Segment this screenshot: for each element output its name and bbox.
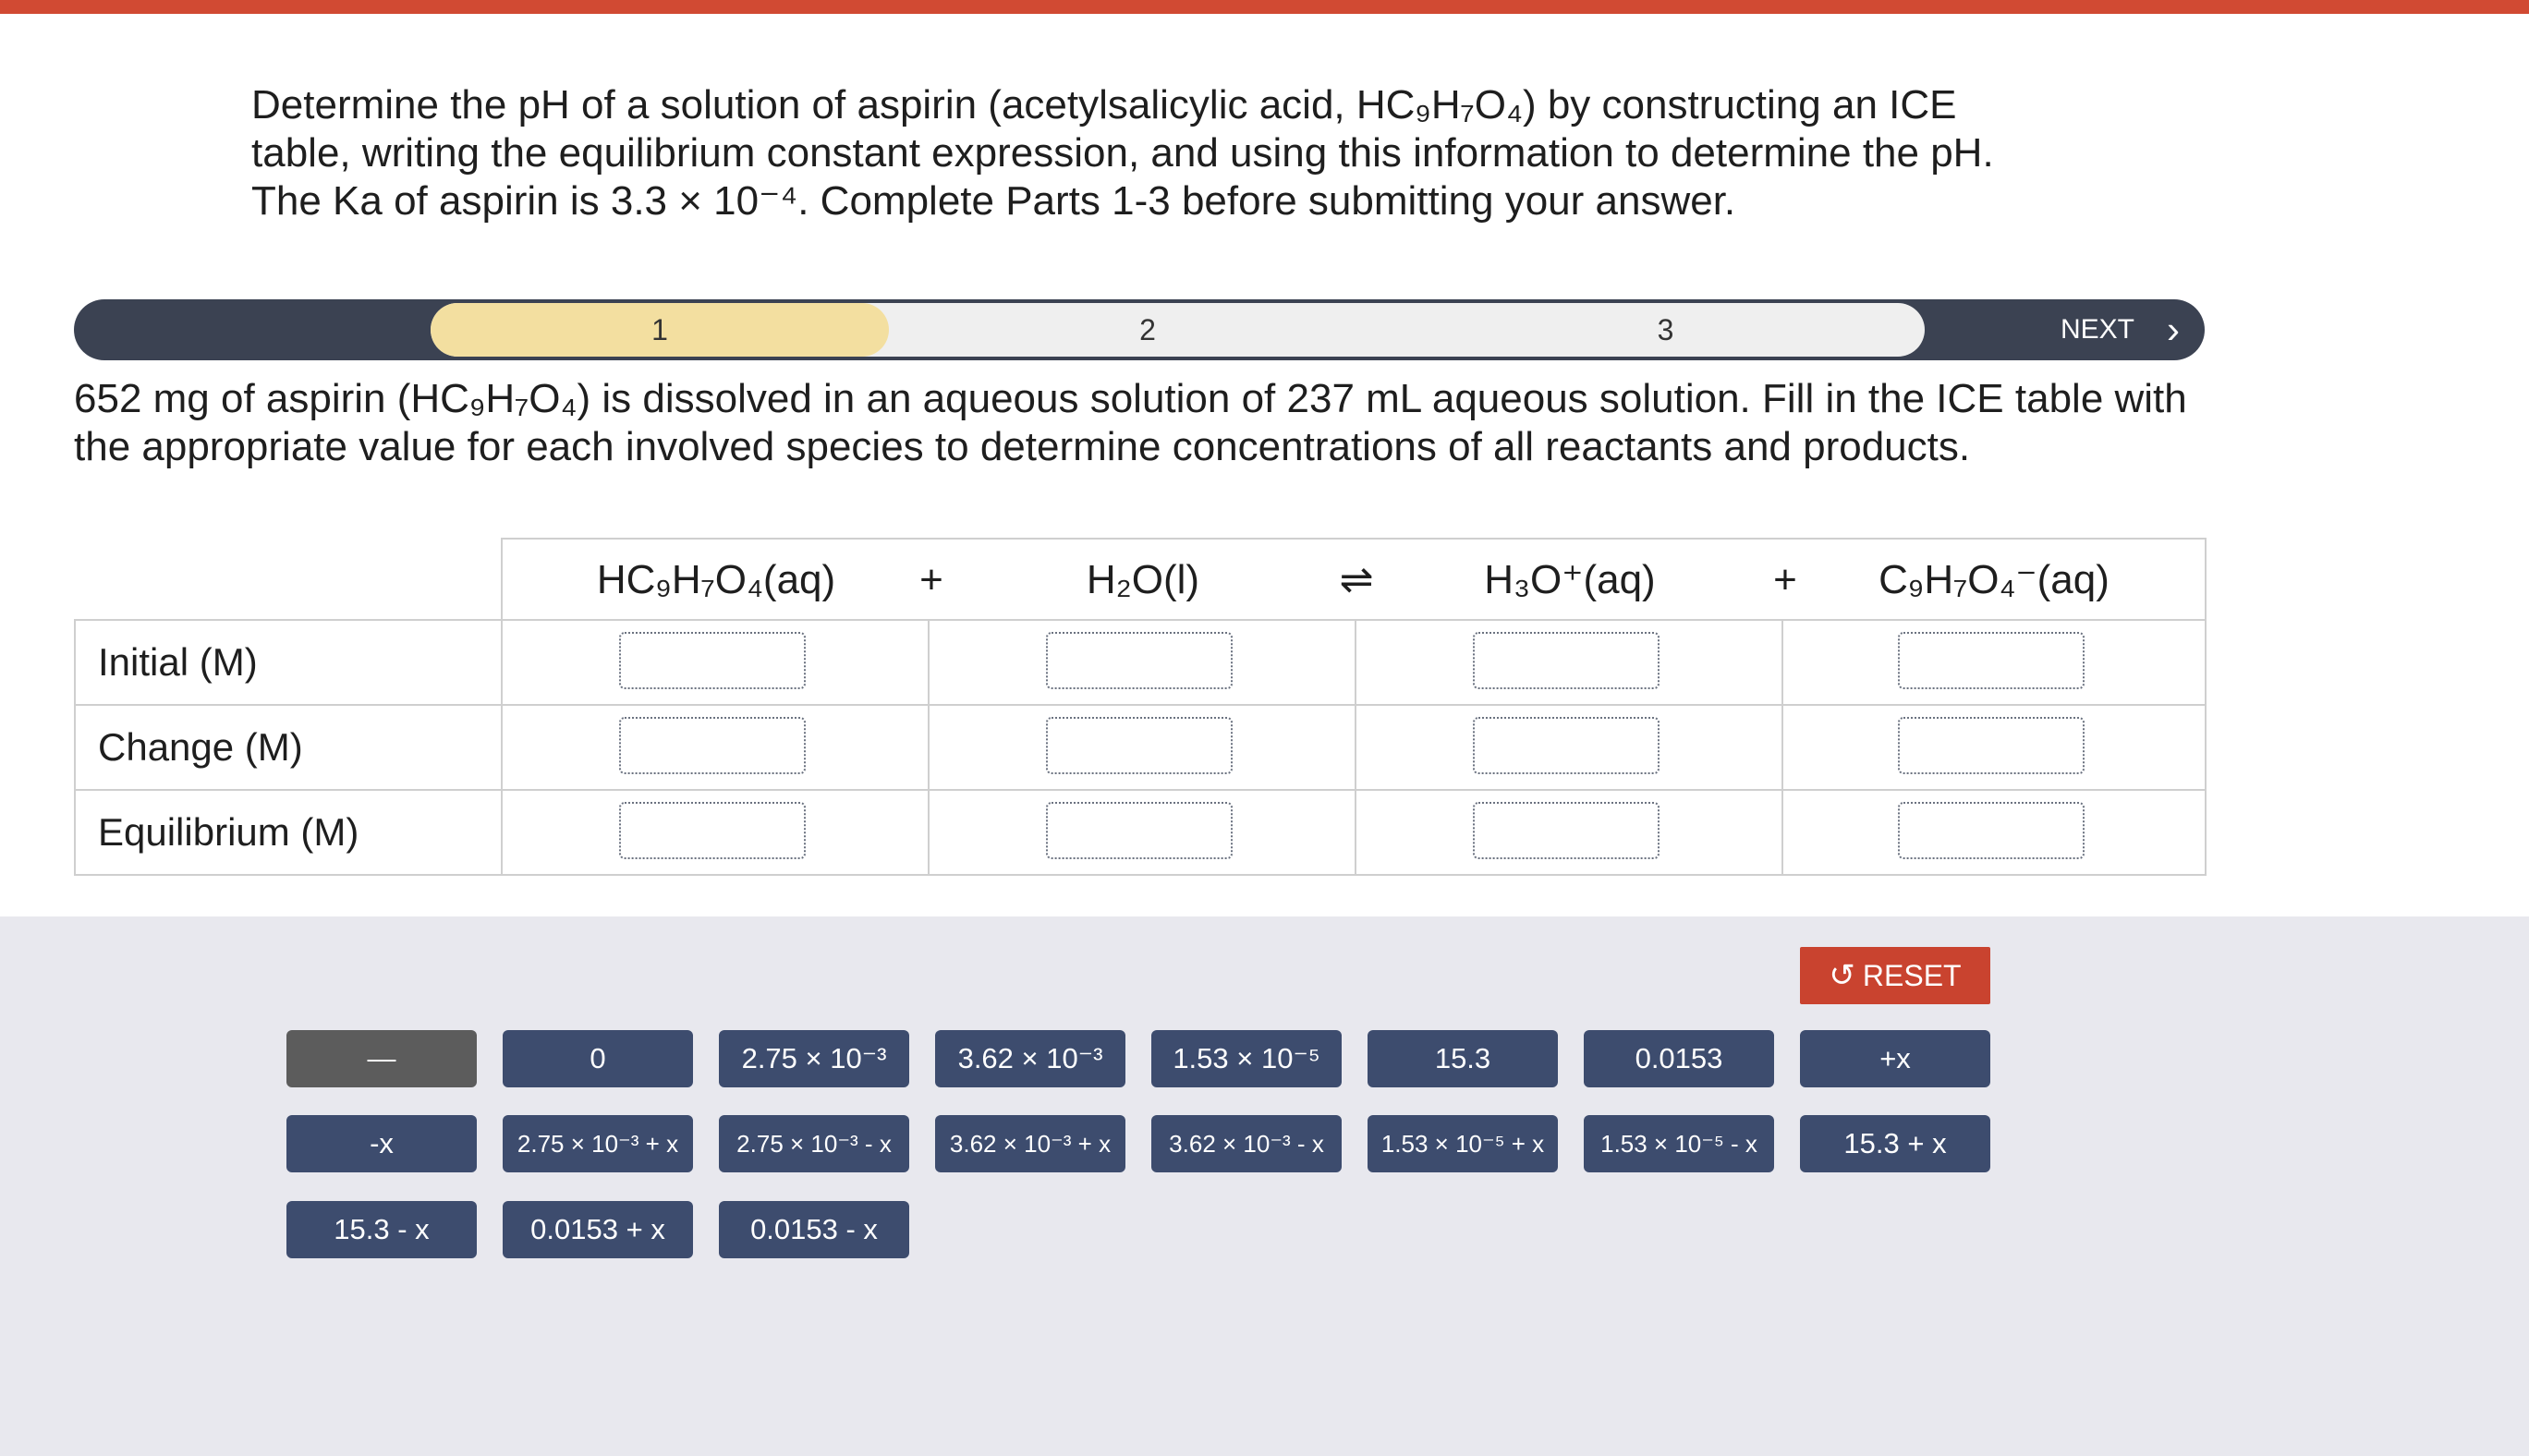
answer-tile[interactable]: 1.53 × 10⁻⁵ + x — [1368, 1115, 1558, 1172]
answer-tile[interactable]: 0.0153 + x — [503, 1201, 693, 1258]
cell-divider — [928, 791, 930, 874]
drop-target[interactable] — [619, 632, 806, 689]
reset-button[interactable] — [1800, 947, 1990, 1004]
drop-target[interactable] — [1473, 717, 1660, 774]
answer-tile[interactable]: 3.62 × 10⁻³ + x — [935, 1115, 1125, 1172]
answer-tile[interactable]: 0.0153 - x — [719, 1201, 909, 1258]
cell-divider — [1355, 621, 1356, 704]
drop-target[interactable] — [1898, 717, 2085, 774]
row-label: Change (M) — [98, 725, 303, 769]
answer-tile[interactable]: 3.62 × 10⁻³ - x — [1151, 1115, 1342, 1172]
drop-target[interactable] — [1473, 802, 1660, 859]
plus-operator: + — [1773, 557, 1797, 602]
drop-target[interactable] — [1046, 802, 1233, 859]
answer-tile[interactable]: 15.3 — [1368, 1030, 1558, 1087]
cell-divider — [928, 621, 930, 704]
ice-row-equilibrium — [76, 789, 2205, 874]
answer-tile[interactable]: 0.0153 — [1584, 1030, 1774, 1087]
cell-divider — [928, 706, 930, 789]
species-header: H₃O⁺(aq) — [1484, 557, 1656, 602]
answer-tile[interactable]: 0 — [503, 1030, 693, 1087]
ice-row-change — [76, 704, 2205, 789]
part-instructions: 652 mg of aspirin (HC₉H₇O₄) is dissolved in an aqueous solution of 237 mL aqueous solution. Fill in the ICE table with the appropriate value for each involved species to determine concentrations of all reactants and products. — [74, 376, 2187, 469]
cell-divider — [1781, 621, 1783, 704]
ice-header-row — [501, 538, 2207, 621]
next-button[interactable] — [1977, 299, 2205, 360]
drop-target[interactable] — [1898, 802, 2085, 859]
undo-icon: ↺ — [1829, 958, 1855, 993]
plus-operator: + — [919, 557, 943, 602]
cell-divider — [501, 621, 503, 704]
next-label: NEXT — [2061, 314, 2135, 345]
answer-tile[interactable]: 1.53 × 10⁻⁵ — [1151, 1030, 1342, 1087]
drop-target[interactable] — [1898, 632, 2085, 689]
answer-tile[interactable]: 2.75 × 10⁻³ - x — [719, 1115, 909, 1172]
ice-body — [74, 619, 2207, 876]
cell-divider — [501, 791, 503, 874]
answer-tile[interactable]: 15.3 + x — [1800, 1115, 1990, 1172]
drop-target[interactable] — [619, 802, 806, 859]
cell-divider — [1355, 706, 1356, 789]
step-1-tab[interactable]: 1 — [651, 313, 668, 346]
row-label: Initial (M) — [98, 640, 258, 684]
answer-tile[interactable]: 3.62 × 10⁻³ — [935, 1030, 1125, 1087]
species-header: C₉H₇O₄⁻(aq) — [1879, 557, 2110, 602]
answer-tile[interactable]: -x — [286, 1115, 477, 1172]
ice-row-initial — [76, 621, 2205, 704]
species-header: HC₉H₇O₄(aq) — [596, 557, 836, 602]
answer-tile[interactable]: 2.75 × 10⁻³ — [719, 1030, 909, 1087]
drop-target[interactable] — [619, 717, 806, 774]
row-label: Equilibrium (M) — [98, 810, 359, 854]
top-accent-bar — [0, 0, 2529, 14]
answer-bank-area — [0, 916, 2529, 1456]
drop-target[interactable] — [1046, 717, 1233, 774]
answer-tile[interactable]: 15.3 - x — [286, 1201, 477, 1258]
answer-tile[interactable]: — — [286, 1030, 477, 1087]
cell-divider — [1781, 706, 1783, 789]
question-text: Determine the pH of a solution of aspirin (acetylsalicylic acid, HC₉H₇O₄) by constructing an ICE table, writing the equilibrium constant expression, and using this information to determine the pH. The Ka of aspirin is 3.3 × 10⁻⁴. Complete Parts 1-3 before submitting your answer. — [251, 82, 1994, 224]
answer-tile[interactable]: 2.75 × 10⁻³ + x — [503, 1115, 693, 1172]
step-2-tab[interactable]: 2 — [1139, 313, 1156, 346]
part-navigation — [74, 299, 2205, 360]
drop-target[interactable] — [1473, 632, 1660, 689]
cell-divider — [1781, 791, 1783, 874]
cell-divider — [501, 706, 503, 789]
reset-label: RESET — [1862, 959, 1962, 992]
species-header: H₂O(l) — [1086, 557, 1200, 602]
answer-tile[interactable]: 1.53 × 10⁻⁵ - x — [1584, 1115, 1774, 1172]
chevron-right-icon: › — [2167, 308, 2180, 351]
ice-table — [74, 538, 2205, 874]
cell-divider — [1355, 791, 1356, 874]
drop-target[interactable] — [1046, 632, 1233, 689]
answer-tile[interactable]: +x — [1800, 1030, 1990, 1087]
step-3-tab[interactable]: 3 — [1657, 313, 1674, 346]
equilibrium-arrow: ⇌ — [1339, 557, 1374, 602]
